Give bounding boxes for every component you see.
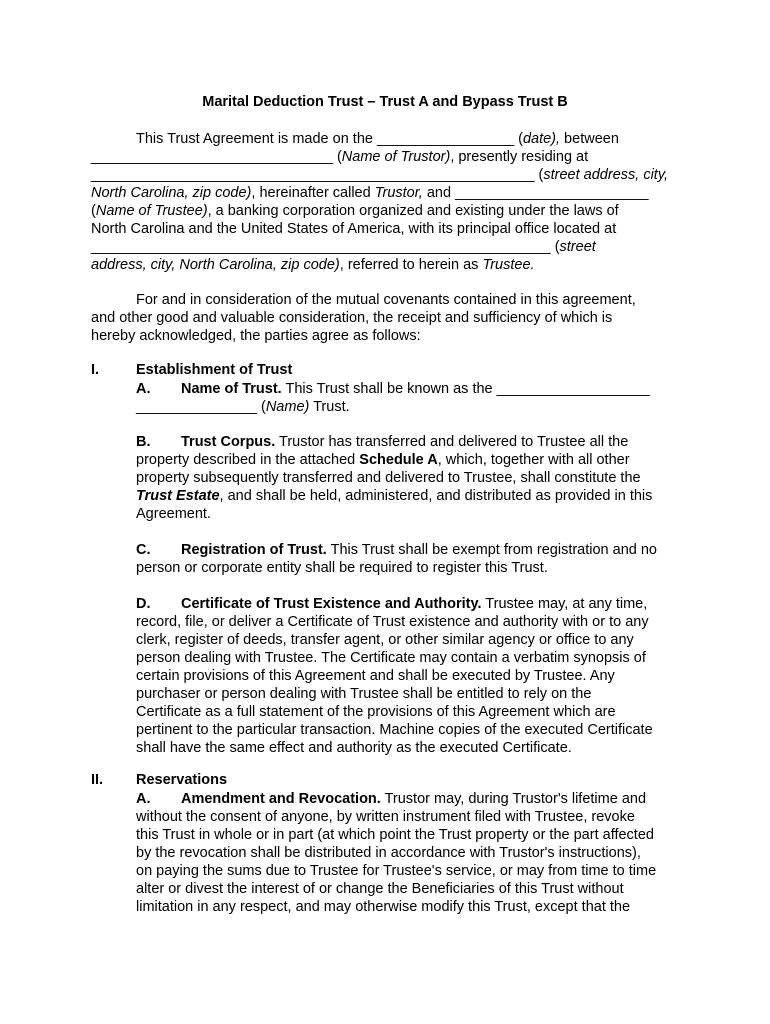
section-1d-line-5: certain provisions of this Agreement and shall be executed by Trustee. Any — [136, 668, 615, 684]
section-1a-line-1: Name of Trust. This Trust shall be known as the ___________________ — [181, 381, 650, 397]
section-1d-line-4: person dealing with Trustee. The Certificate may contain a verbatim synopsis of — [136, 650, 646, 666]
intro-line-8: address, city, North Carolina, zip code), referred to herein as Trustee. — [91, 257, 535, 273]
section-1b-line-5: Agreement. — [136, 506, 211, 522]
section-1d-line-7: Certificate as a full statement of the provisions of this Agreement which are — [136, 704, 616, 720]
document-title: Marital Deduction Trust – Trust A and Bypass Trust B — [202, 94, 568, 110]
section-1d-line-3: clerk, register of deeds, transfer agent, or other similar agency or office to any — [136, 632, 634, 648]
section-1b-line-2: property described in the attached Schedule A, which, together with all other — [136, 452, 630, 468]
section-1d-line-9: shall have the same effect and authority as the executed Certificate. — [136, 740, 572, 756]
section-1b-line-4: Trust Estate, and shall be held, administered, and distributed as provided in this — [136, 488, 653, 504]
section-2a-line-1: Amendment and Revocation. Trustor may, during Trustor's lifetime and — [181, 791, 647, 807]
section-1c-line-1: Registration of Trust. This Trust shall be exempt from registration and no — [181, 542, 657, 558]
intro-line-6: North Carolina and the United States of America, with its principal office located at — [91, 221, 617, 237]
section-1d-letter: D. — [136, 596, 151, 612]
intro-line-4: North Carolina, zip code), hereinafter called Trustor, and ________________________ — [91, 185, 649, 201]
section-2a-letter: A. — [136, 791, 151, 807]
consideration-line-3: hereby acknowledged, the parties agree as follows: — [91, 328, 421, 344]
section-2-heading: Reservations — [136, 772, 228, 788]
section-1c-line-2: person or corporate entity shall be required to register this Trust. — [136, 560, 548, 576]
section-1d-line-8: pertinent to the particular transaction. Machine copies of the executed Certificate — [136, 722, 653, 738]
consideration-line-1: For and in consideration of the mutual covenants contained in this agreement, — [136, 292, 636, 308]
section-2a-line-4: by the revocation shall be distributed in accordance with Trustor's instructions), — [136, 845, 641, 861]
section-1b-line-1: Trust Corpus. Trustor has transferred and delivered to Trustee all the — [181, 434, 629, 450]
section-2a-line-5: on paying the sums due to Trustee for Trustee's service, or may from time to time — [136, 863, 657, 879]
section-2a-line-7: limitation in any respect, and may otherwise modify this Trust, except that the — [136, 899, 631, 915]
section-2a-line-2: without the consent of anyone, by written instrument filed with Trustee, revoke — [136, 809, 635, 825]
section-1b-letter: B. — [136, 434, 151, 450]
consideration-line-2: and other good and valuable consideration, the receipt and sufficiency of which is — [91, 310, 613, 326]
section-2a-line-3: this Trust in whole or in part (at which point the Trust property or the part affected — [136, 827, 654, 843]
section-1-number: I. — [91, 362, 100, 378]
section-1a-letter: A. — [136, 381, 151, 397]
intro-line-7: _________________________________________________________ (street — [91, 239, 596, 255]
section-1d-line-6: purchaser or person dealing with Trustee shall be entitled to rely on the — [136, 686, 592, 702]
section-2-number: II. — [91, 772, 104, 788]
section-1c-letter: C. — [136, 542, 151, 558]
section-1d-line-2: record, file, or deliver a Certificate of Trust existence and authority with or to any — [136, 614, 649, 630]
section-2a-line-6: alter or divest the interest of or change the Beneficiaries of this Trust without — [136, 881, 624, 897]
intro-line-1: This Trust Agreement is made on the _________________ (date), between — [136, 131, 619, 147]
section-1b-line-3: property subsequently transferred and delivered to Trustee, shall constitute the — [136, 470, 641, 486]
section-1-heading: Establishment of Trust — [136, 362, 293, 378]
intro-line-3: _______________________________________________________ (street address, city, — [91, 167, 669, 183]
section-1a-line-2: _______________ (Name) Trust. — [136, 399, 350, 415]
intro-line-2: ______________________________ (Name of Trustor), presently residing at — [91, 149, 589, 165]
intro-line-5: (Name of Trustee), a banking corporation organized and existing under the laws of — [91, 203, 619, 219]
section-1d-line-1: Certificate of Trust Existence and Authority. Trustee may, at any time, — [181, 596, 648, 612]
